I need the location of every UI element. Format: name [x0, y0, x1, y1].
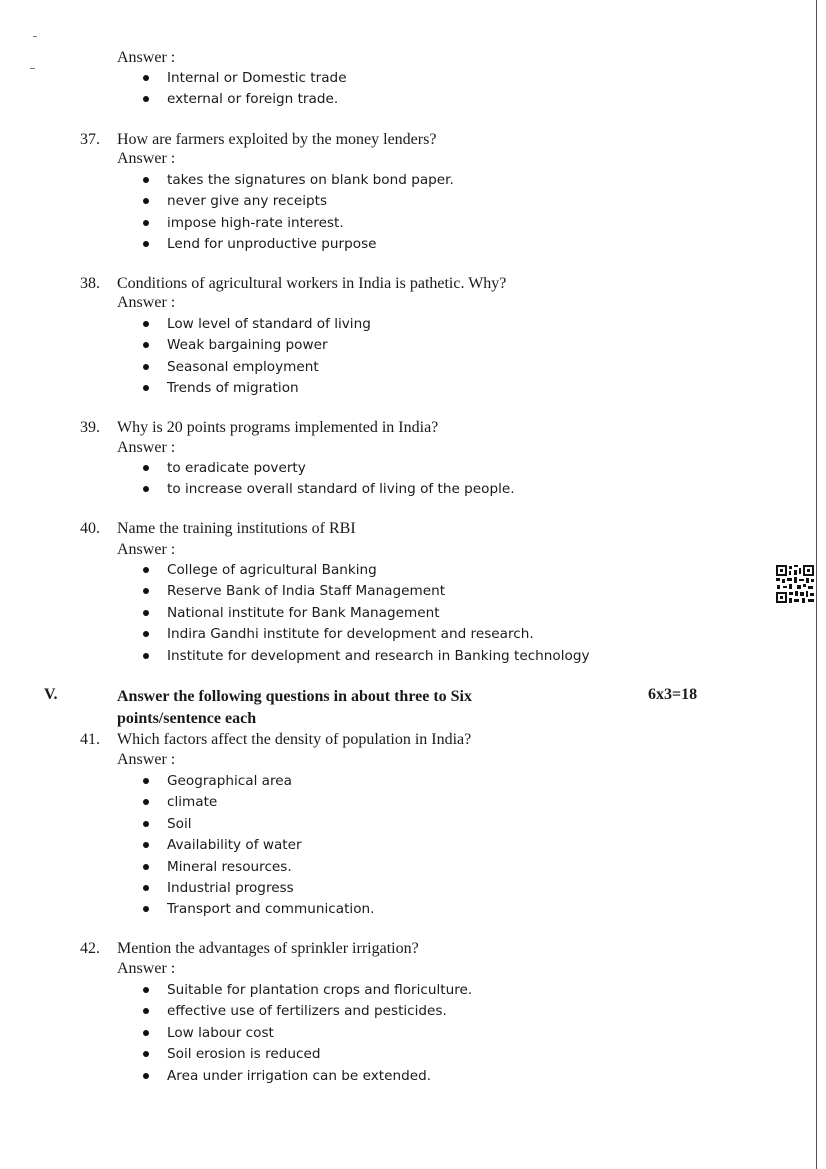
question-number: 42. [80, 940, 100, 957]
page-edge-line [816, 0, 817, 1169]
question-text: Name the training institutions of RBI [117, 520, 356, 537]
bullet-dot [143, 342, 149, 348]
answer-item: Institute for development and research in Banking technology [140, 647, 590, 668]
bullet-dot [143, 799, 149, 805]
bullet-dot [143, 588, 149, 594]
answer-item: effective use of fertilizers and pesticides. [140, 1002, 472, 1023]
bullet-dot [143, 177, 149, 183]
scan-speck [33, 36, 37, 37]
question-text: Why is 20 points programs implemented in India? [117, 419, 439, 436]
answer-item: Soil erosion is reduced [140, 1045, 472, 1066]
question-number: 38. [80, 275, 100, 292]
bullet-dot [143, 465, 149, 471]
answer-list [140, 981, 472, 1088]
answer-item: Seasonal employment [140, 358, 371, 379]
bullet-dot [143, 198, 149, 204]
answer-item: climate [140, 793, 374, 814]
question-number: 37. [80, 131, 100, 148]
bullet-dot [143, 220, 149, 226]
question-text: Mention the advantages of sprinkler irrigation? [117, 940, 419, 957]
bullet-dot [143, 885, 149, 891]
answer-item: Low labour cost [140, 1024, 472, 1045]
answer-label: Answer : [117, 960, 176, 977]
section-marks: 6x3=18 [648, 686, 698, 703]
answer-item: Area under irrigation can be extended. [140, 1067, 472, 1088]
bullet-dot [143, 385, 149, 391]
bullet-dot [143, 864, 149, 870]
answer-list [140, 561, 590, 668]
answer-item: Internal or Domestic trade [140, 69, 347, 90]
question-number: 39. [80, 419, 100, 436]
answer-list [140, 315, 371, 401]
answer-label: Answer : [117, 439, 176, 456]
answer-item: Geographical area [140, 772, 374, 793]
bullet-dot [143, 610, 149, 616]
bullet-dot [143, 1051, 149, 1057]
answer-item: external or foreign trade. [140, 90, 347, 111]
answer-item: Transport and communication. [140, 900, 374, 921]
bullet-dot [143, 486, 149, 492]
bullet-dot [143, 567, 149, 573]
answer-label: Answer : [117, 294, 176, 311]
answer-item: never give any receipts [140, 192, 454, 213]
answer-list [140, 459, 515, 502]
answer-list [140, 69, 347, 112]
answer-label: Answer : [117, 49, 176, 66]
answer-label: Answer : [117, 150, 176, 167]
bullet-dot [143, 1008, 149, 1014]
bullet-dot [143, 842, 149, 848]
answer-item: Suitable for plantation crops and floriculture. [140, 981, 472, 1002]
answer-item: to increase overall standard of living of the people. [140, 480, 515, 501]
answer-list [140, 171, 454, 257]
bullet-dot [143, 987, 149, 993]
section-instruction: Answer the following questions in about three to Six points/sentence each [117, 688, 472, 727]
answer-item: takes the signatures on blank bond paper. [140, 171, 454, 192]
bullet-dot [143, 1030, 149, 1036]
question-number: 41. [80, 731, 100, 748]
section-number: V. [44, 686, 58, 703]
bullet-dot [143, 821, 149, 827]
bullet-dot [143, 906, 149, 912]
question-text: Conditions of agricultural workers in India is pathetic. Why? [117, 275, 507, 292]
bullet-dot [143, 631, 149, 637]
answer-item: Soil [140, 815, 374, 836]
answer-item: Indira Gandhi institute for development and research. [140, 625, 590, 646]
bullet-dot [143, 241, 149, 247]
question-number: 40. [80, 520, 100, 537]
question-text: Which factors affect the density of population in India? [117, 731, 472, 748]
bullet-dot [143, 321, 149, 327]
bullet-dot [143, 1073, 149, 1079]
answer-item: Low level of standard of living [140, 315, 371, 336]
answer-item: Industrial progress [140, 879, 374, 900]
bullet-dot [143, 75, 149, 81]
answer-list [140, 772, 374, 922]
answer-item: Weak bargaining power [140, 336, 371, 357]
answer-item: National institute for Bank Management [140, 604, 590, 625]
question-text: How are farmers exploited by the money lenders? [117, 131, 437, 148]
answer-item: impose high-rate interest. [140, 214, 454, 235]
answer-item: Availability of water [140, 836, 374, 857]
answer-item: to eradicate poverty [140, 459, 515, 480]
bullet-dot [143, 96, 149, 102]
qr-code-icon [775, 564, 815, 604]
bullet-dot [143, 653, 149, 659]
answer-item: College of agricultural Banking [140, 561, 590, 582]
answer-item: Mineral resources. [140, 858, 374, 879]
bullet-dot [143, 778, 149, 784]
bullet-dot [143, 364, 149, 370]
answer-label: Answer : [117, 541, 176, 558]
answer-item: Reserve Bank of India Staff Management [140, 582, 590, 603]
scan-speck [30, 68, 35, 69]
answer-item: Trends of migration [140, 379, 371, 400]
answer-label: Answer : [117, 751, 176, 768]
answer-item: Lend for unproductive purpose [140, 235, 454, 256]
